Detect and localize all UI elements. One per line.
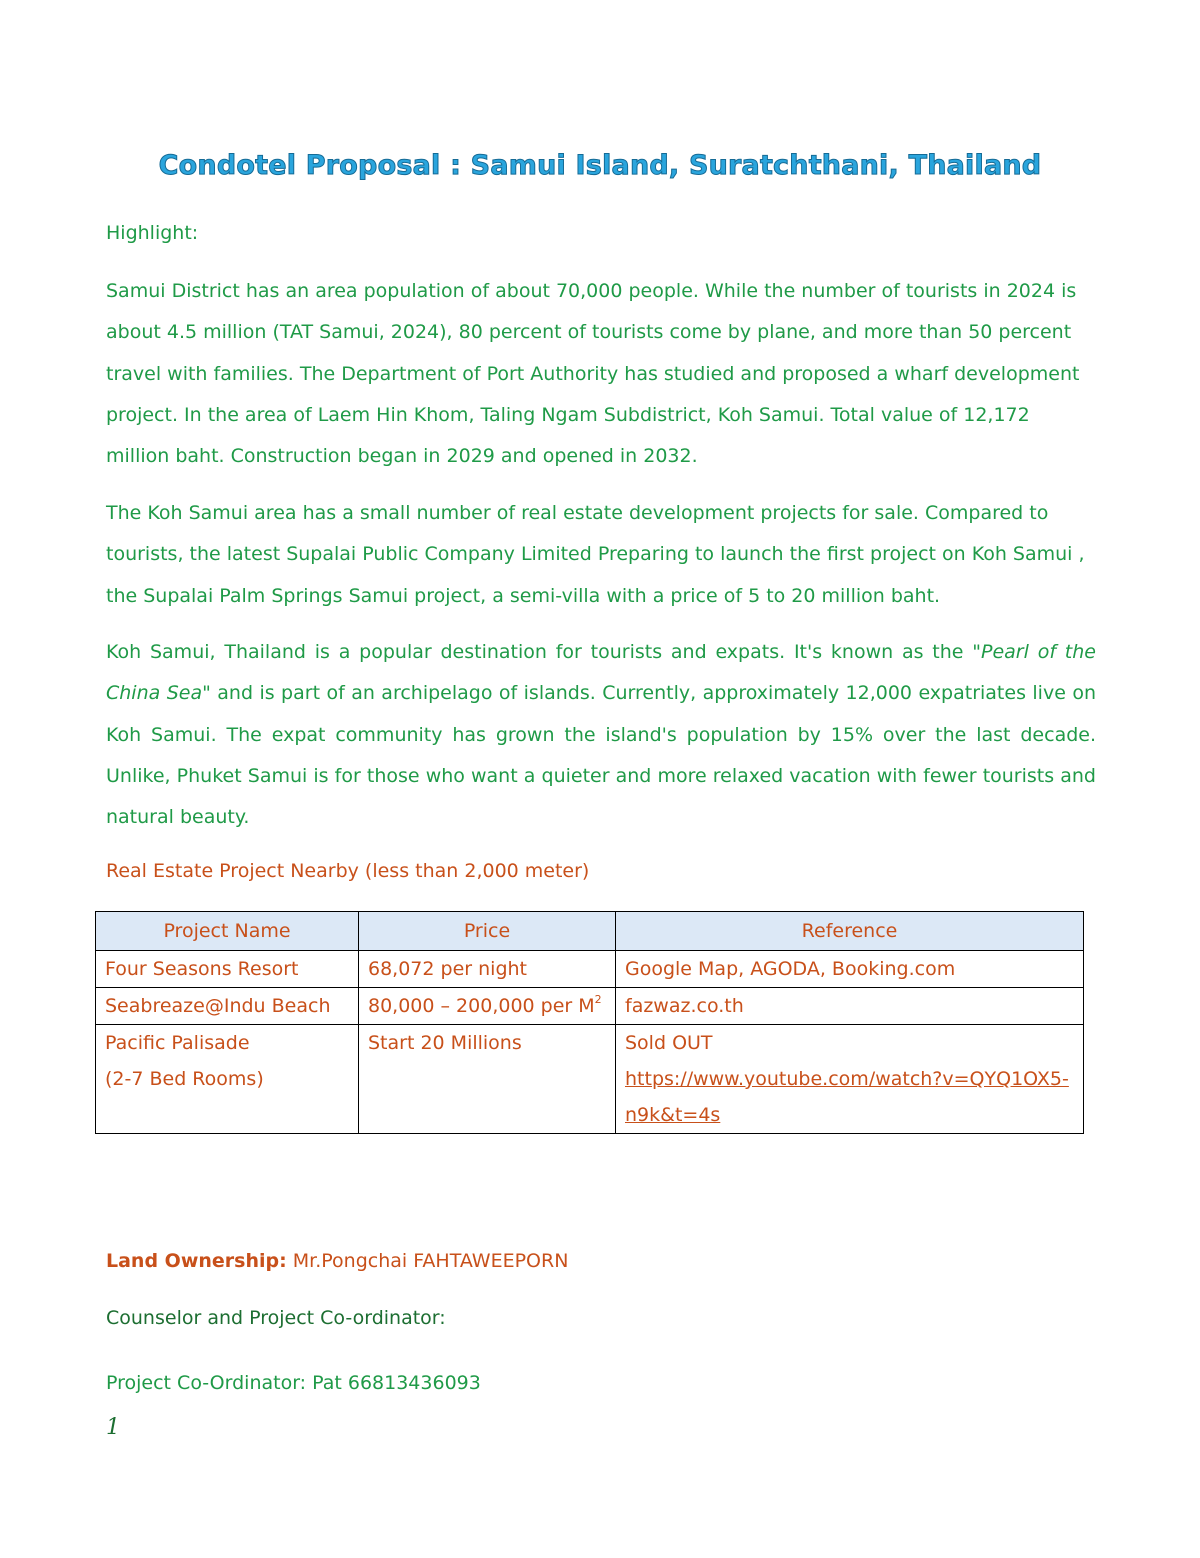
page-number: 1 [106,1415,120,1440]
p3-text-after: and is part of an archipelago of islands. Currently, approximately 12,000 expatriates live on Koh Samui. The expat community has grown the island's population by 15% over the last decade. Unlike, Phuket Samui is for those who want a quieter and more relaxed vacation with fewer tourists and natural beauty. [106,682,1096,829]
table-row [96,988,1084,1025]
project-coordinator: Project Co-Ordinator: Pat 66813436093 [106,1372,481,1394]
p3-text-before: Koh Samui, Thailand is a popular destination for tourists and expats. It's known as the [106,641,973,663]
land-ownership [106,1250,568,1272]
p3-quote: "Pearl of the China Sea" [106,641,1096,705]
paragraph-real-estate: The Koh Samui area has a small number of real estate development projects for sale. Compared to tourists, the latest Supalai Public Company Limited Preparing to launch the first project on Koh Samui , the Supalai Palm Springs Samui project, a semi-villa with a price of 5 to 20 million baht. [106,502,1085,607]
cell-reference [616,1025,1084,1134]
cell-reference: Google Map, AGODA, Booking.com [616,951,1084,988]
nearby-projects-table [95,911,1084,1134]
price-superscript: 2 [594,993,602,1006]
cell-price: Start 20 Millions [359,1025,616,1134]
cell-price [359,988,616,1025]
land-ownership-label: Land Ownership: [106,1250,287,1272]
counselor-label: Counselor and Project Co-ordinator: [106,1307,446,1329]
highlight-label: Highlight: [106,222,199,244]
header-reference: Reference [616,912,1084,951]
table-row [96,1025,1084,1134]
header-project-name: Project Name [96,912,359,951]
youtube-link[interactable]: https://www.youtube.com/watch?v=QYQ1OX5-n9k&t=4s [625,1068,1069,1126]
cell-reference: fazwaz.co.th [616,988,1084,1025]
paragraph-koh-samui [106,632,1096,838]
paragraph-population: Samui District has an area population of about 70,000 people. While the number of tourists in 2024 is about 4.5 million (TAT Samui, 2024), 80 percent of tourists come by plane, and more than 50 percent travel with families. The Department of Port Authority has studied and proposed a wharf development project. In the area of Laem Hin Khom, Taling Ngam Subdistrict, Koh Samui. Total value of 12,172 million baht. Construction began in 2029 and opened in 2032. [106,280,1080,468]
project-name-line1: Pacific Palisade [105,1032,250,1054]
table-header-row [96,912,1084,951]
cell-project-name: Four Seasons Resort [96,951,359,988]
land-ownership-value: Mr.Pongchai FAHTAWEEPORN [292,1250,569,1272]
reference-status: Sold OUT [625,1032,713,1054]
cell-project-name: Seabreaze@Indu Beach [96,988,359,1025]
page-title: Condotel Proposal : Samui Island, Suratchthani, Thailand [158,150,1042,181]
table-row [96,951,1084,988]
project-name-line2: (2-7 Bed Rooms) [105,1068,264,1090]
nearby-section-title: Real Estate Project Nearby (less than 2,000 meter) [106,860,590,882]
cell-project-name [96,1025,359,1134]
price-text: 80,000 – 200,000 per M [368,995,595,1017]
header-price: Price [359,912,616,951]
cell-price: 68,072 per night [359,951,616,988]
